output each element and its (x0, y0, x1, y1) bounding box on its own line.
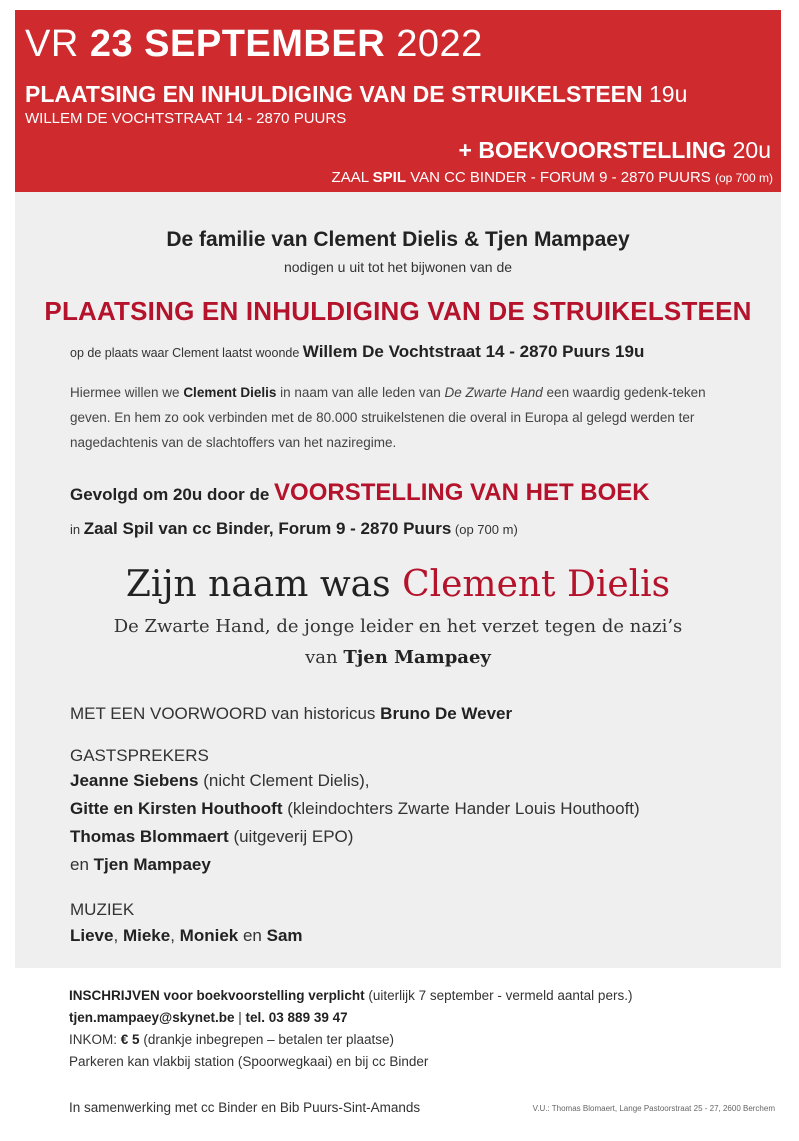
musician: Sam (266, 926, 303, 945)
musicians-line (70, 926, 303, 946)
partners-line: In samenwerking met cc Binder en Bib Puurs-Sint-Amands (69, 1100, 421, 1115)
speaker-note: (uitgeverij EPO) (233, 827, 354, 846)
para-part-2: in naam van alle leden van (280, 385, 441, 400)
para-part-1: Hiermee willen we (70, 385, 180, 400)
place-line (70, 342, 644, 362)
speaker-item (70, 827, 353, 847)
intro-paragraph (70, 380, 740, 455)
followed-title: VOORSTELLING VAN HET BOEK (274, 479, 650, 506)
venue-detail (70, 519, 518, 539)
fee-note: (drankje inbegrepen – betalen ter plaatse) (143, 1032, 394, 1047)
contact-line (69, 1010, 348, 1025)
date-prefix: VR (25, 23, 79, 65)
separator: | (238, 1010, 242, 1025)
fee-line (69, 1032, 394, 1047)
venue-prefix: ZAAL (331, 169, 369, 186)
venue-line (332, 168, 773, 188)
responsible-publisher: V.U.: Thomas Blomaert, Lange Pastoorstraat 25 - 27, 2600 Berchem (532, 1104, 775, 1113)
music-heading: MUZIEK (70, 900, 135, 919)
speaker-name: Tjen Mampaey (93, 855, 211, 874)
venue-distance: (op 700 m) (714, 171, 773, 185)
family-line: De familie van Clement Dielis & Tjen Mampaey (166, 228, 630, 251)
invite-text: nodigen u uit tot het bijwonen van de (283, 259, 513, 275)
venue-detail-distance: (op 700 m) (454, 522, 518, 537)
event-date (25, 22, 483, 66)
speaker-item (70, 799, 640, 819)
book-author: Tjen Mampaey (343, 647, 491, 668)
para-group: De Zwarte Hand (444, 385, 543, 400)
signup-bold: INSCHRIJVEN voor boekvoorstelling verplicht (69, 988, 365, 1003)
parking-line: Parkeren kan vlakbij station (Spoorwegkaai) en bij cc Binder (69, 1054, 429, 1069)
speaker-name: Jeanne Siebens (70, 771, 199, 790)
fee-amount: € 5 (120, 1032, 140, 1047)
book-title-heading (15, 564, 781, 605)
musician: Moniek (179, 926, 239, 945)
signup-note: (uiterlijk 7 september - vermeld aantal pers.) (368, 988, 633, 1003)
musician: Mieke (122, 926, 171, 945)
speakers-heading: GASTSPREKERS (70, 746, 209, 765)
book-title: BOEKVOORSTELLING (478, 137, 727, 163)
speaker-note: (kleindochters Zwarte Hander Louis Houthooft) (287, 799, 640, 818)
speaker-name: Thomas Blommaert (70, 827, 229, 846)
foreword-line (70, 704, 512, 724)
fee-prefix: INKOM: (69, 1032, 118, 1047)
book-author-line (15, 647, 781, 668)
invitation-panel (15, 192, 781, 968)
signup-line (69, 988, 632, 1003)
event-address: WILLEM DE VOCHTSTRAAT 14 - 2870 PUURS (25, 110, 347, 127)
speaker-item (70, 771, 370, 791)
speaker-note: (nicht Clement Dielis), (203, 771, 370, 790)
separator: , (113, 926, 119, 945)
venue-name: SPIL (372, 169, 407, 186)
email-link[interactable]: tjen.mampaey@skynet.be (69, 1010, 235, 1025)
event-title-line (25, 80, 687, 108)
phone-number[interactable]: tel. 03 889 39 47 (245, 1010, 348, 1025)
music-and: en (242, 926, 262, 945)
followed-prefix: Gevolgd om 20u door de (70, 485, 270, 504)
event-title: PLAATSING EN INHULDIGING VAN DE STRUIKELSTEEN (25, 81, 643, 107)
musician: Lieve (70, 926, 114, 945)
book-line (459, 136, 772, 164)
place-address: Willem De Vochtstraat 14 - 2870 Puurs 19u (302, 342, 645, 361)
speaker-name: Gitte en Kirsten Houthooft (70, 799, 283, 818)
foreword-name: Bruno De Wever (380, 704, 513, 723)
para-part-3: een waardig gedenk-teken geven. En hem zo ook verbinden met de 80.000 struikelstenen die overal in Europa al gelegd werden ter nagedachtenis van de slachtoffers van het naziregime. (70, 385, 706, 450)
speaker-item (70, 855, 211, 875)
venue-full: Zaal Spil van cc Binder, Forum 9 - 2870 Puurs (83, 519, 452, 538)
foreword-prefix: MET EEN VOORWOORD van historicus (70, 704, 376, 723)
place-prefix: op de plaats waar Clement laatst woonde (70, 346, 300, 360)
date-year: 2022 (396, 23, 483, 65)
author-prefix: van (305, 647, 338, 668)
followed-line (70, 479, 650, 507)
separator: , (170, 926, 175, 945)
speaker-prefix: en (70, 855, 89, 874)
book-time: 20u (732, 137, 771, 163)
book-title-a: Zijn naam was (125, 564, 391, 605)
book-title-b: Clement Dielis (402, 564, 671, 605)
venue-rest: VAN CC BINDER - FORUM 9 - 2870 PUURS (410, 169, 711, 186)
venue-in: in (70, 522, 81, 537)
header-banner (15, 10, 781, 192)
plus-icon: + (458, 137, 472, 163)
main-heading: PLAATSING EN INHULDIGING VAN DE STRUIKELSTEEN (44, 296, 752, 326)
para-name: Clement Dielis (183, 385, 277, 400)
date-main: 23 SEPTEMBER (89, 23, 386, 65)
event-time: 19u (649, 81, 688, 107)
book-subtitle: De Zwarte Hand, de jonge leider en het verzet tegen de nazi’s (113, 616, 683, 637)
